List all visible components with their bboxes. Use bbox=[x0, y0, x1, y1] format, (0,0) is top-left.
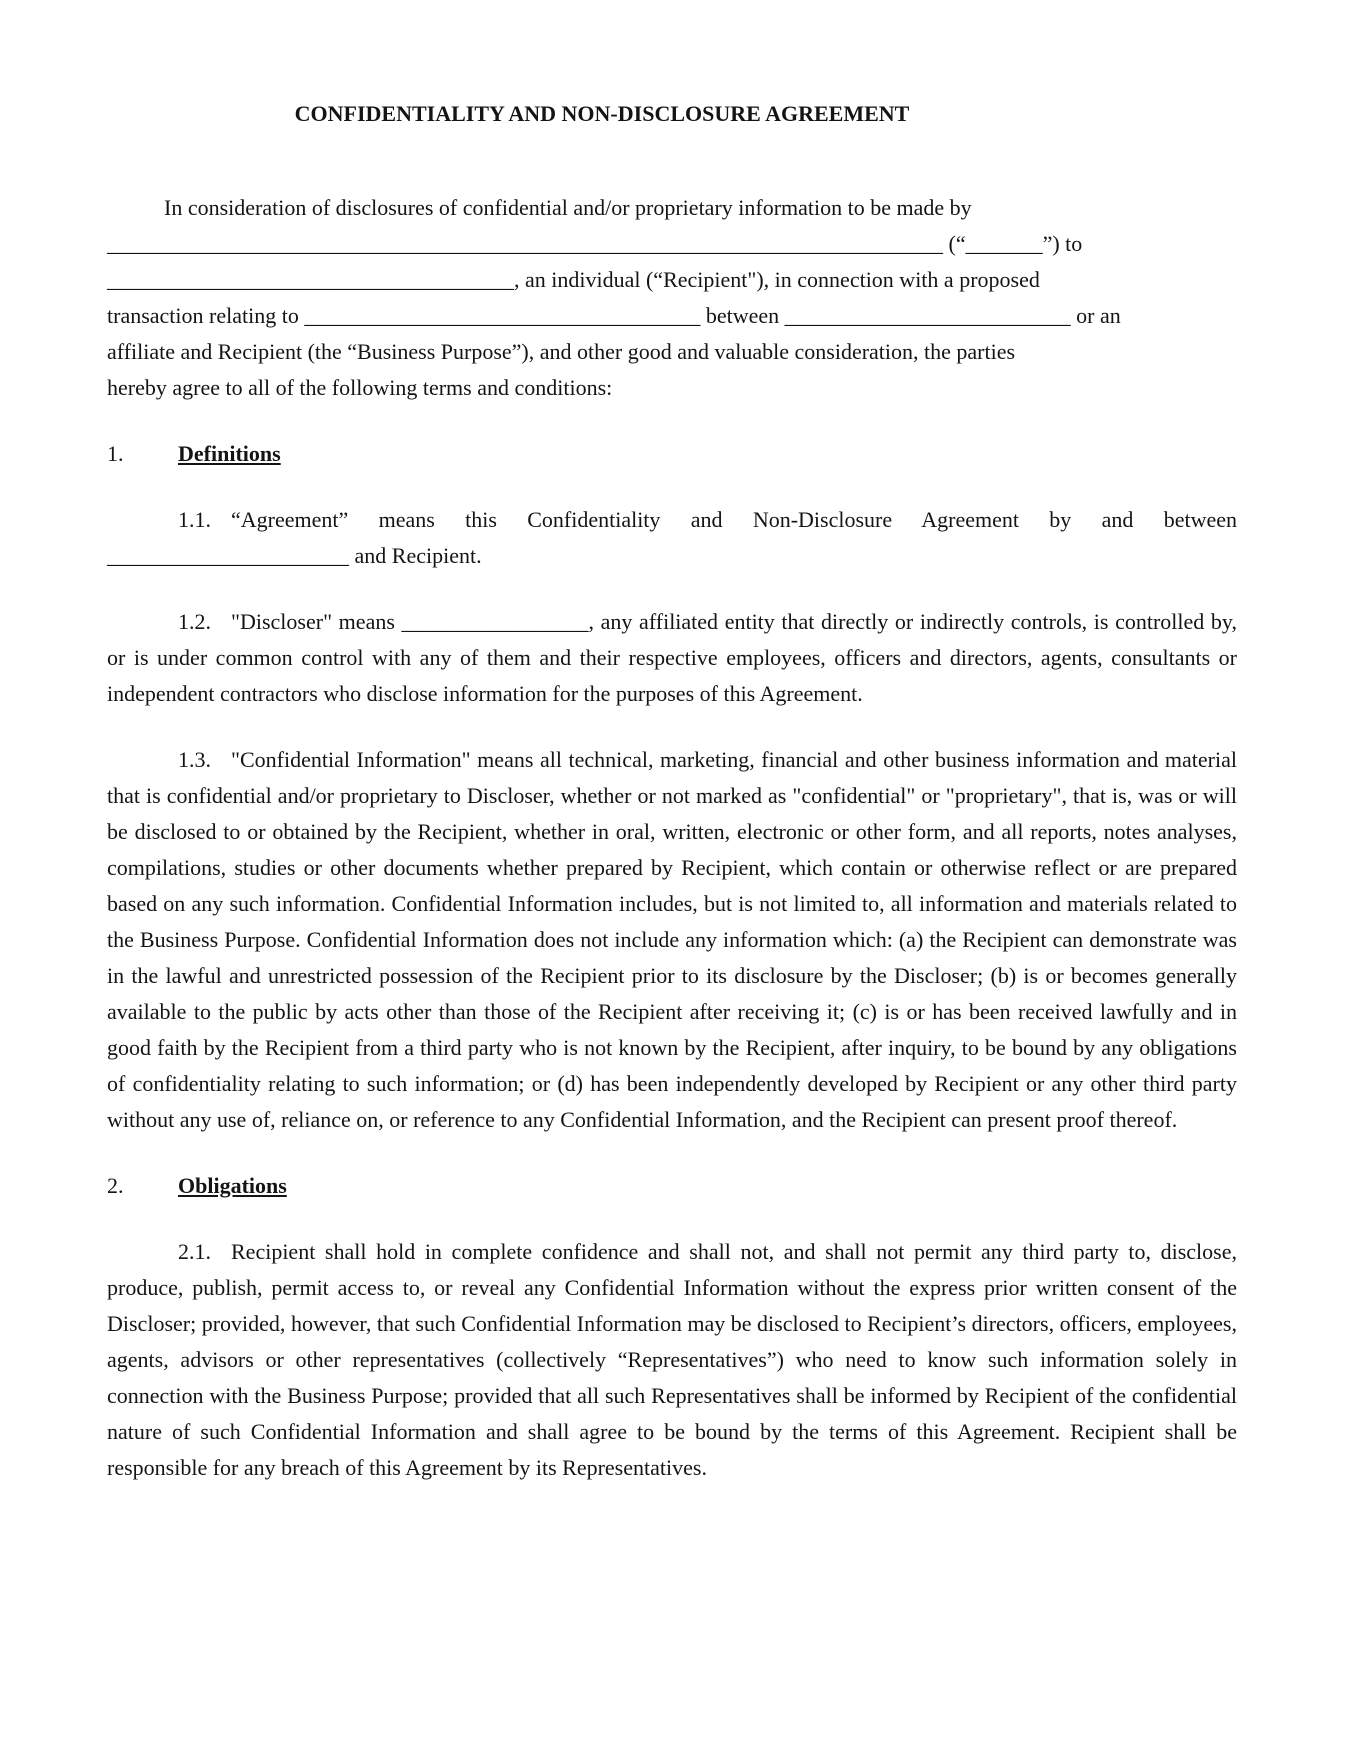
section-heading-definitions bbox=[107, 436, 1237, 472]
clause-1-2-discloser bbox=[107, 604, 1237, 712]
opening-line: affiliate and Recipient (the “Business Purpose”), and other good and valuable consideration, the parties bbox=[107, 339, 1016, 364]
clause-number: 1.1. bbox=[178, 507, 211, 532]
opening-line-blank-disclosing-party: ____________________________________________________________________________ (“_______”) to bbox=[107, 231, 1083, 256]
clause-2-1-recipient-obligations bbox=[107, 1234, 1237, 1486]
clause-text: "Discloser" means _________________, any affiliated entity that directly or indirectly controls, is controlled by, or is under common control with any of them and their respective employees, officers and directors, agents, consultants or independent contractors who disclose information for the purposes of this Agreement. bbox=[107, 609, 1237, 706]
clause-number: 2.1. bbox=[178, 1239, 211, 1264]
section-heading-text: Obligations bbox=[178, 1173, 287, 1198]
section-number: 2. bbox=[107, 1173, 124, 1198]
opening-paragraph bbox=[107, 190, 1237, 406]
clause-number: 1.2. bbox=[178, 609, 211, 634]
document-title: CONFIDENTIALITY AND NON-DISCLOSURE AGREEMENT bbox=[294, 101, 910, 126]
opening-line: In consideration of disclosures of confidential and/or proprietary information to be made by bbox=[164, 195, 972, 220]
clause-number: 1.3. bbox=[178, 747, 211, 772]
clause-text: "Confidential Information" means all technical, marketing, financial and other business information and material that is confidential and/or proprietary to Discloser, whether or not marked as "confidential" or "proprietary", that is, was or will be disclosed to or obtained by the Recipient, whether in oral, written, electronic or other form, and all reports, notes analyses, compilations, studies or other documents whether prepared by Recipient, which contain or otherwise reflect or are prepared based on any such information. Confidential Information includes, but is not limited to, all information and materials related to the Business Purpose. Confidential Information does not include any information which: (a) the Recipient can demonstrate was in the lawful and unrestricted possession of the Recipient prior to its disclosure by the Discloser; (b) is or becomes generally available to the public by acts other than those of the Recipient after receiving it; (c) is or has been received lawfully and in good faith by the Recipient from a third party who is not known by the Recipient, after inquiry, to be bound by any obligations of confidentiality relating to such information; or (d) has been independently developed by Recipient or any other third party without any use of, reliance on, or reference to any Confidential Information, and the Recipient can present proof thereof. bbox=[107, 747, 1237, 1132]
clause-text: Recipient shall hold in complete confidence and shall not, and shall not permit any third party to, disclose, produce, publish, permit access to, or reveal any Confidential Information without the express prior written consent of the Discloser; provided, however, that such Confidential Information may be disclosed to Recipient’s directors, officers, employees, agents, advisors or other representatives (collectively “Representatives”) who need to know such information solely in connection with the Business Purpose; provided that all such Representatives shall be informed by Recipient of the confidential nature of such Confidential Information and shall agree to be bound by the terms of this Agreement. Recipient shall be responsible for any breach of this Agreement by its Representatives. bbox=[107, 1239, 1237, 1480]
section-heading-text: Definitions bbox=[178, 441, 281, 466]
section-heading-obligations bbox=[107, 1168, 1237, 1204]
opening-line-blank-transaction: transaction relating to ____________________________________ between __________________________ or an bbox=[107, 303, 1121, 328]
opening-line-blank-recipient: _____________________________________, an individual (“Recipient"), in connection with a proposed bbox=[107, 267, 1040, 292]
clause-1-1-agreement bbox=[107, 502, 1237, 574]
section-number: 1. bbox=[107, 441, 124, 466]
clause-1-3-confidential-information bbox=[107, 742, 1237, 1138]
opening-line: hereby agree to all of the following terms and conditions: bbox=[107, 375, 613, 400]
clause-text: “Agreement” means this Confidentiality and Non-Disclosure Agreement by and between ______________________ and Recipient. bbox=[107, 507, 1237, 568]
